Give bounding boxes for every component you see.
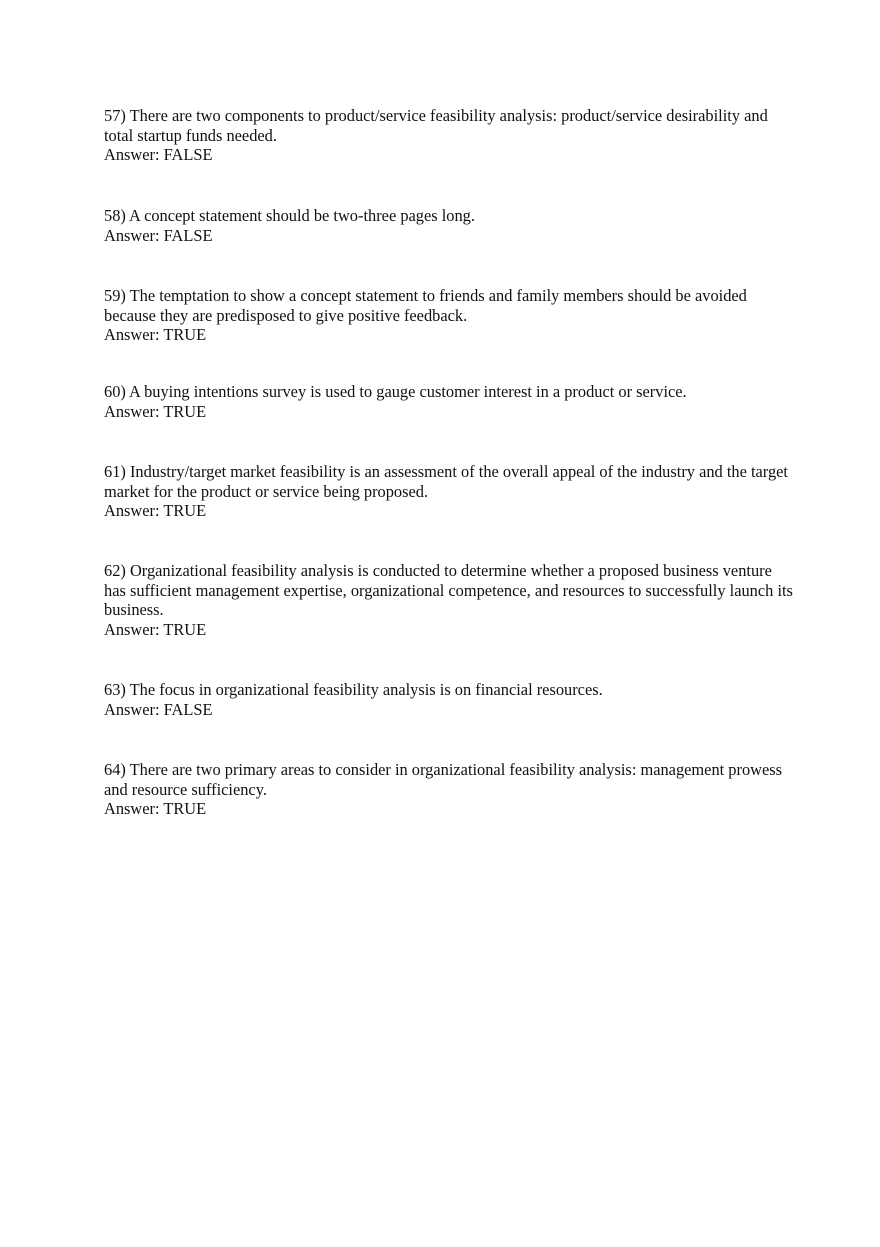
question-text: 59) The temptation to show a concept statement to friends and family members should be avoided because they are predisposed to give positive feedback. bbox=[104, 286, 747, 325]
question-answer: Answer: FALSE bbox=[104, 699, 213, 719]
question-59 bbox=[104, 286, 794, 345]
question-answer: Answer: TRUE bbox=[104, 325, 207, 345]
question-answer: Answer: TRUE bbox=[104, 401, 207, 421]
question-answer: Answer: TRUE bbox=[104, 501, 207, 521]
question-answer: Answer: TRUE bbox=[104, 619, 207, 639]
question-text: 57) There are two components to product/service feasibility analysis: product/service desirability and total startup funds needed. bbox=[104, 106, 768, 145]
question-text: 58) A concept statement should be two-three pages long. bbox=[104, 206, 475, 225]
question-text: 60) A buying intentions survey is used to gauge customer interest in a product or service. bbox=[104, 382, 687, 401]
question-57 bbox=[104, 106, 794, 165]
question-63 bbox=[104, 680, 794, 719]
question-text: 63) The focus in organizational feasibility analysis is on financial resources. bbox=[104, 680, 603, 699]
question-text: 62) Organizational feasibility analysis is conducted to determine whether a proposed business venture has sufficient management expertise, organizational competence, and resources to successfully launch its business. bbox=[104, 561, 793, 620]
question-60 bbox=[104, 382, 794, 421]
question-61 bbox=[104, 462, 794, 521]
question-answer: Answer: FALSE bbox=[104, 145, 213, 165]
question-answer: Answer: FALSE bbox=[104, 225, 213, 245]
question-64 bbox=[104, 760, 794, 819]
question-text: 61) Industry/target market feasibility is an assessment of the overall appeal of the industry and the target market for the product or service being proposed. bbox=[104, 462, 788, 501]
question-62 bbox=[104, 561, 794, 639]
question-text: 64) There are two primary areas to consider in organizational feasibility analysis: management prowess and resource sufficiency. bbox=[104, 760, 783, 799]
question-answer: Answer: TRUE bbox=[104, 799, 207, 819]
question-58 bbox=[104, 206, 794, 245]
